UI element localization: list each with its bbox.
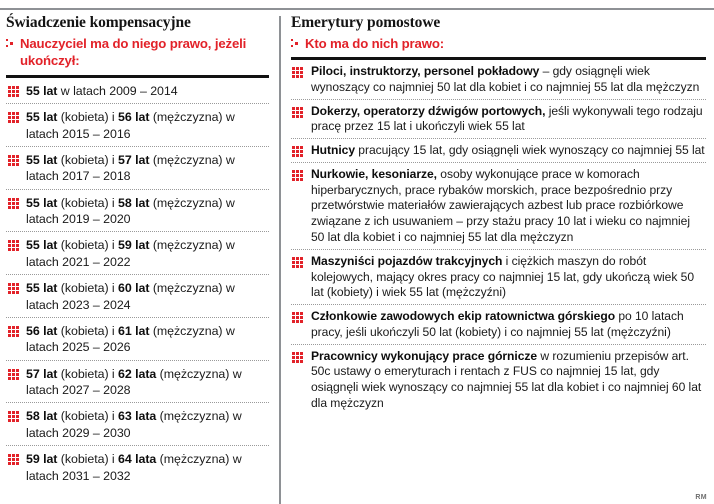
list-item-text	[26, 109, 269, 142]
list-item-lead: Piloci, instruktorzy, personel pokładowy	[311, 63, 540, 78]
list-item-rest: pracujący 15 lat, gdy osiągnęli wiek wynoszący co najmniej 55 lat	[355, 143, 705, 158]
column-swiadczenie-kompensacyjne	[0, 14, 279, 504]
list-item-lead: 55 lat	[26, 110, 58, 125]
list-item-rest: – gdy osiągnęli wiek wynoszący co najmniej 50 lat dla kobiet i co najmniej 55 lat dla mężczyzn	[311, 63, 700, 94]
two-column-layout	[0, 14, 714, 504]
red-arrow-dots-icon	[6, 38, 16, 52]
list-item-rest: (mężczyzna) w latach 2015 – 2016	[26, 110, 235, 141]
list-item-text	[26, 280, 269, 313]
list-item-rest: (mężczyzna) w latach 2029 – 2030	[26, 409, 242, 440]
column-emerytury-pomostowe	[281, 14, 714, 504]
grid-dots-bullet-icon	[292, 146, 303, 157]
list-item-rest: po 10 latach pracy, jeśli ukończyli 50 lat (kobiety) i co najmniej 55 lat (mężczyźni)	[311, 309, 684, 339]
list-item-lead2: 57 lat	[118, 152, 150, 167]
grid-dots-bullet-icon	[292, 352, 303, 363]
list-item-lead: 58 lat	[26, 409, 58, 424]
list-item-mid: (kobieta) i	[57, 195, 119, 210]
list-item-text	[26, 152, 269, 185]
grid-dots-bullet-icon	[292, 107, 303, 118]
list-item-text	[311, 167, 706, 246]
list-item-lead2: 62 lata	[118, 366, 157, 381]
list-item-text	[311, 254, 706, 301]
list-item-mid: (kobieta) i	[57, 281, 119, 296]
grid-dots-bullet-icon	[8, 369, 19, 380]
list-item-text	[311, 143, 706, 159]
list-item-rest: w rozumieniu przepisów art. 50c ustawy o emeryturach i rentach z FUS co najmniej 15 lat, gdy osiągnęli wiek wynoszący co najmniej 55 lat dla kobiet i co najmniej 60 lat dla mężczyzn	[311, 348, 702, 410]
grid-dots-bullet-icon	[292, 257, 303, 268]
list-item-rest: (mężczyzna) w latach 2023 – 2024	[26, 281, 235, 312]
list-item-text	[311, 309, 706, 341]
right-subheading-text: Kto ma do nich prawo:	[305, 36, 444, 52]
right-column-title: Emerytury pomostowe	[291, 14, 441, 31]
right-column-subheading	[291, 36, 706, 53]
list-item	[6, 147, 269, 190]
grid-dots-bullet-icon	[8, 411, 19, 422]
list-item-mid: (kobieta) i	[57, 366, 119, 381]
list-item-rest: (mężczyzna) w latach 2017 – 2018	[26, 152, 235, 184]
list-item-mid: (kobieta) i	[57, 238, 119, 253]
right-items-list	[291, 60, 706, 415]
list-item-text	[311, 104, 706, 136]
list-item-rest: w latach 2009 – 2014	[57, 83, 178, 98]
list-item-rest: (mężczyzna) w latach 2021 – 2022	[26, 238, 235, 269]
top-divider-rule	[0, 8, 714, 10]
left-items-list	[6, 78, 269, 488]
grid-dots-bullet-icon	[8, 454, 19, 465]
list-item	[291, 139, 706, 163]
grid-dots-bullet-icon	[8, 283, 19, 294]
list-item-lead2: 59 lat	[118, 238, 150, 253]
list-item-text	[311, 349, 706, 412]
list-item	[6, 318, 269, 361]
list-item-mid: (kobieta) i	[57, 409, 119, 424]
grid-dots-bullet-icon	[8, 86, 19, 97]
grid-dots-bullet-icon	[8, 155, 19, 166]
list-item-lead2: 64 lata	[118, 452, 157, 467]
list-item-lead: Pracownicy wykonujący prace górnicze	[311, 348, 538, 363]
list-item-lead: Maszyniści pojazdów trakcyjnych	[311, 253, 503, 268]
list-item	[291, 163, 706, 250]
grid-dots-bullet-icon	[292, 67, 303, 78]
list-item	[6, 446, 269, 488]
list-item-mid: (kobieta) i	[57, 323, 119, 338]
left-subheading-text: Nauczyciel ma do niego prawo, jeżeli ukończył:	[20, 36, 247, 68]
list-item-lead: 55 lat	[26, 195, 58, 210]
list-item	[291, 250, 706, 305]
list-item-mid: (kobieta) i	[57, 152, 119, 167]
list-item	[6, 104, 269, 147]
list-item-text	[26, 408, 269, 441]
list-item-lead: Nurkowie, kesoniarze,	[311, 166, 437, 181]
list-item	[291, 60, 706, 100]
list-item-lead: Dokerzy, operatorzy dźwigów portowych,	[311, 103, 546, 118]
left-column-title: Świadczenie kompensacyjne	[6, 14, 191, 31]
list-item-text	[311, 64, 706, 96]
list-item	[6, 361, 269, 404]
list-item-lead2: 63 lata	[118, 409, 157, 424]
list-item-text	[26, 195, 269, 228]
list-item	[6, 190, 269, 233]
list-item-mid: (kobieta) i	[57, 110, 119, 125]
list-item	[6, 275, 269, 318]
list-item-lead: 55 lat	[26, 238, 58, 253]
list-item-mid: (kobieta) i	[57, 452, 119, 467]
list-item	[291, 305, 706, 345]
list-item-lead: 55 lat	[26, 281, 58, 296]
grid-dots-bullet-icon	[8, 240, 19, 251]
grid-dots-bullet-icon	[8, 112, 19, 123]
grid-dots-bullet-icon	[8, 198, 19, 209]
list-item-lead: 57 lat	[26, 366, 58, 381]
list-item-rest: (mężczyzna) w latach 2027 – 2028	[26, 366, 242, 398]
list-item-text	[26, 237, 269, 270]
list-item-rest: osoby wykonujące prace w komorach hiperbarycznych, prace rybaków morskich, prace bezpośrednio przy przetwórstwie materiałów zawierających azbest lub prace rozbiórkowe związane z ich usuwaniem – przy stażu pracy 10 lat i wieku co najmniej 50 lat dla kobiet i co najmniej 55 lat dla mężczyzn	[311, 166, 690, 244]
list-item-rest: i ciężkich maszyn do robót kolejowych, mający okres pracy co najmniej 15 lat, gdy ukończą wiek 50 lat (kobiety) i wiek 55 lat (mężczyźni)	[311, 253, 695, 300]
list-item	[291, 345, 706, 415]
list-item-lead2: 60 lat	[118, 281, 150, 296]
list-item-rest: (mężczyzna) w latach 2031 – 2032	[26, 452, 242, 483]
left-column-subheading	[6, 36, 269, 70]
list-item-lead: 55 lat	[26, 152, 58, 167]
list-item-text	[26, 451, 269, 484]
grid-dots-bullet-icon	[292, 170, 303, 181]
list-item-text	[26, 366, 269, 399]
red-arrow-dots-icon	[291, 38, 301, 52]
list-item-lead: Członkowie zawodowych ekip ratownictwa górskiego	[311, 309, 616, 324]
list-item-lead: Hutnicy	[311, 143, 355, 158]
list-item-text	[26, 83, 269, 99]
list-item-lead2: 58 lat	[118, 195, 150, 210]
list-item-rest: (mężczyzna) w latach 2025 – 2026	[26, 323, 235, 355]
list-item-lead2: 56 lat	[118, 110, 150, 125]
list-item	[6, 78, 269, 104]
grid-dots-bullet-icon	[8, 326, 19, 337]
grid-dots-bullet-icon	[292, 312, 303, 323]
list-item	[6, 232, 269, 275]
list-item-text	[26, 323, 269, 356]
list-item	[291, 100, 706, 140]
list-item-rest: (mężczyzna) w latach 2019 – 2020	[26, 195, 235, 227]
list-item-lead: 56 lat	[26, 323, 58, 338]
list-item-lead: 59 lat	[26, 452, 58, 467]
list-item	[6, 403, 269, 446]
list-item-lead: 55 lat	[26, 83, 58, 98]
list-item-lead2: 61 lat	[118, 323, 150, 338]
author-credit: RM	[695, 494, 707, 501]
list-item-rest: jeśli wykonywali tego rodzaju pracę przez 15 lat i ukończyli wiek 55 lat	[311, 103, 703, 134]
